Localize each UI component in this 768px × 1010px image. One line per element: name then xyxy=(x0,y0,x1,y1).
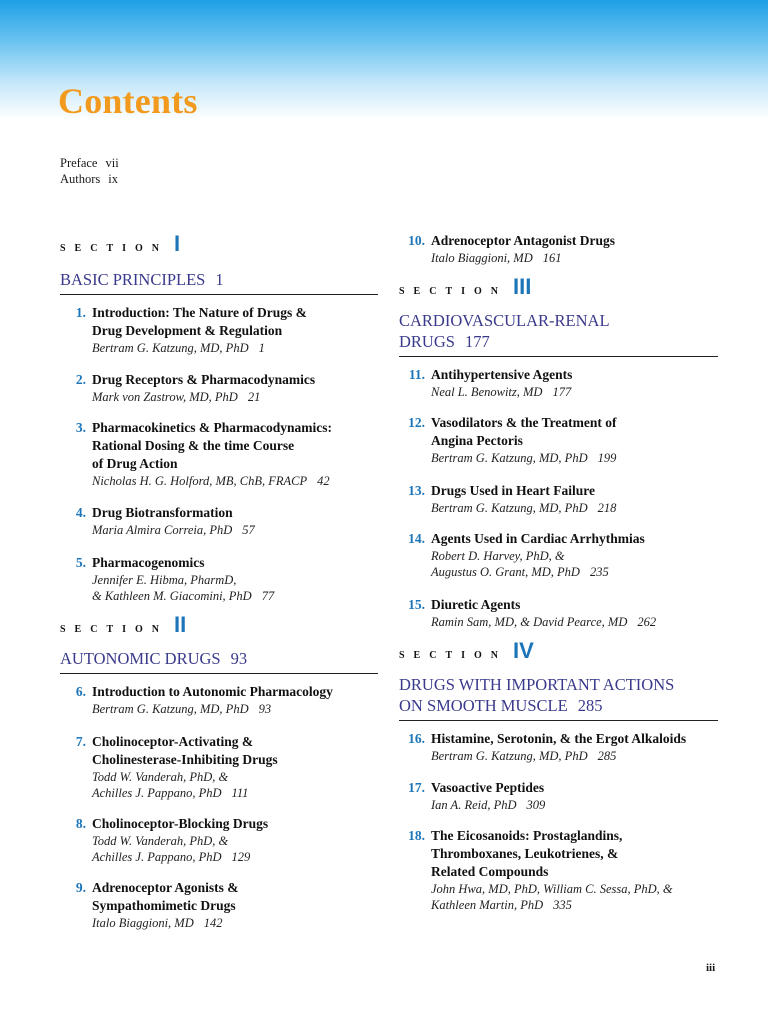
section-page: 1 xyxy=(215,270,224,289)
chapter-number: 17. xyxy=(408,780,425,795)
chapter-page: 1 xyxy=(258,341,265,355)
section-word: SECTION xyxy=(60,624,169,635)
chapter-title: Drug Biotransformation xyxy=(92,505,233,520)
chapter-page: 309 xyxy=(526,798,546,812)
section-4-label xyxy=(399,638,718,662)
chapter-page: 142 xyxy=(203,916,223,930)
front-matter xyxy=(60,155,119,187)
chapter-author: John Hwa, MD, PhD, William C. Sessa, PhD, & xyxy=(431,882,673,896)
front-matter-preface[interactable] xyxy=(60,155,119,171)
chapter-page: 199 xyxy=(597,451,617,465)
section-2-label xyxy=(60,612,378,636)
chapter-number: 4. xyxy=(75,505,86,520)
chapter-page: 111 xyxy=(231,786,249,800)
chapter-author: Mark von Zastrow, MD, PhD xyxy=(92,390,238,404)
chapter-page: 235 xyxy=(589,565,609,579)
section-title-text: DRUGS WITH IMPORTANT ACTIONS xyxy=(399,675,675,694)
chapter-page: 93 xyxy=(258,702,272,716)
section-4-title[interactable] xyxy=(399,674,718,721)
chapter-author: Robert D. Harvey, PhD, & xyxy=(431,549,565,563)
chapter-number: 14. xyxy=(408,531,425,546)
front-matter-page: vii xyxy=(105,156,119,170)
chapter-title: Vasodilators & the Treatment of xyxy=(431,415,617,430)
chapter-title: Drug Development & Regulation xyxy=(92,323,283,338)
section-word: SECTION xyxy=(399,286,508,297)
chapter-13[interactable] xyxy=(399,482,718,516)
chapter-author: Augustus O. Grant, MD, PhD xyxy=(431,565,580,579)
chapter-18[interactable] xyxy=(399,827,718,913)
chapter-3[interactable] xyxy=(60,419,378,489)
chapter-title: Adrenoceptor Agonists & xyxy=(92,880,239,895)
chapter-15[interactable] xyxy=(399,596,718,630)
chapter-page: 285 xyxy=(597,749,617,763)
chapter-9[interactable] xyxy=(60,879,378,931)
chapter-number: 18. xyxy=(408,828,425,843)
chapter-14[interactable] xyxy=(399,530,718,580)
section-numeral: II xyxy=(174,612,187,637)
chapter-author: Ian A. Reid, PhD xyxy=(431,798,517,812)
chapter-author: Achilles J. Pappano, PhD xyxy=(92,786,222,800)
chapter-title: Rational Dosing & the time Course xyxy=(92,438,295,453)
chapter-number: 16. xyxy=(408,731,425,746)
chapter-author: Todd W. Vanderah, PhD, & xyxy=(92,834,229,848)
section-title-text: CARDIOVASCULAR-RENAL xyxy=(399,311,610,330)
section-numeral: IV xyxy=(513,638,534,663)
chapter-16[interactable] xyxy=(399,730,718,764)
section-page: 177 xyxy=(464,332,490,351)
section-title-text: DRUGS xyxy=(399,332,455,351)
chapter-title: Antihypertensive Agents xyxy=(431,367,573,382)
chapter-page: 161 xyxy=(542,251,562,265)
chapter-7[interactable] xyxy=(60,733,378,801)
chapter-title: Drug Receptors & Pharmacodynamics xyxy=(92,372,316,387)
chapter-author: Maria Almira Correia, PhD xyxy=(92,523,233,537)
chapter-number: 5. xyxy=(75,555,86,570)
chapter-title: Agents Used in Cardiac Arrhythmias xyxy=(431,531,645,546)
chapter-author: Ramin Sam, MD, & David Pearce, MD xyxy=(431,615,628,629)
chapter-title: Histamine, Serotonin, & the Ergot Alkaloids xyxy=(431,731,687,746)
chapter-number: 15. xyxy=(408,597,425,612)
section-word: SECTION xyxy=(60,243,169,254)
chapter-author: Bertram G. Katzung, MD, PhD xyxy=(431,501,588,515)
chapter-number: 9. xyxy=(75,880,86,895)
chapter-title: Cholinoceptor-Activating & xyxy=(92,734,254,749)
chapter-page: 42 xyxy=(317,474,330,488)
chapter-page: 129 xyxy=(231,850,251,864)
chapter-number: 10. xyxy=(408,233,425,248)
chapter-page: 335 xyxy=(553,898,572,912)
chapter-page: 262 xyxy=(637,615,657,629)
section-title-text: BASIC PRINCIPLES xyxy=(60,270,206,289)
chapter-author: Nicholas H. G. Holford, MB, ChB, FRACP xyxy=(92,474,308,488)
section-3-label xyxy=(399,274,718,298)
section-2-title[interactable] xyxy=(60,648,378,674)
chapter-author: Bertram G. Katzung, MD, PhD xyxy=(92,702,249,716)
chapter-title: Related Compounds xyxy=(431,864,549,879)
chapter-17[interactable] xyxy=(399,779,718,813)
chapter-title: Pharmacogenomics xyxy=(92,555,205,570)
chapter-title: Thromboxanes, Leukotrienes, & xyxy=(431,846,619,861)
chapter-title: Diuretic Agents xyxy=(431,597,521,612)
chapter-title: Cholinesterase-Inhibiting Drugs xyxy=(92,752,278,767)
chapter-title: Cholinoceptor-Blocking Drugs xyxy=(92,816,269,831)
front-matter-authors[interactable] xyxy=(60,171,119,187)
front-matter-label: Preface xyxy=(60,156,98,170)
section-numeral: I xyxy=(174,231,181,256)
chapter-author: Kathleen Martin, PhD xyxy=(431,898,544,912)
chapter-number: 11. xyxy=(408,367,425,382)
chapter-author: Todd W. Vanderah, PhD, & xyxy=(92,770,229,784)
section-1-label xyxy=(60,231,378,255)
page-number: iii xyxy=(706,962,716,974)
chapter-1[interactable] xyxy=(60,304,378,356)
chapter-title: Introduction: The Nature of Drugs & xyxy=(92,305,307,320)
chapter-4[interactable] xyxy=(60,504,378,538)
chapter-author: & Kathleen M. Giacomini, PhD xyxy=(92,589,252,603)
section-title-text: ON SMOOTH MUSCLE xyxy=(399,696,568,715)
chapter-number: 13. xyxy=(408,483,425,498)
chapter-11[interactable] xyxy=(399,366,718,400)
chapter-number: 2. xyxy=(75,372,86,387)
chapter-8[interactable] xyxy=(60,815,378,865)
chapter-author: Bertram G. Katzung, MD, PhD xyxy=(431,749,588,763)
chapter-author: Jennifer E. Hibma, PharmD, xyxy=(92,573,237,587)
chapter-number: 7. xyxy=(75,734,86,749)
chapter-author: Bertram G. Katzung, MD, PhD xyxy=(92,341,249,355)
section-page: 93 xyxy=(230,649,248,668)
section-page: 285 xyxy=(577,696,603,715)
chapter-title: Pharmacokinetics & Pharmacodynamics: xyxy=(92,420,332,435)
chapter-author: Bertram G. Katzung, MD, PhD xyxy=(431,451,588,465)
chapter-page: 218 xyxy=(597,501,617,515)
chapter-author: Neal L. Benowitz, MD xyxy=(431,385,543,399)
chapter-number: 8. xyxy=(75,816,86,831)
page-title: Contents xyxy=(58,81,198,121)
chapter-page: 77 xyxy=(261,589,275,603)
chapter-title: Sympathomimetic Drugs xyxy=(92,898,236,913)
chapter-number: 12. xyxy=(408,415,425,430)
section-1-title[interactable] xyxy=(60,269,378,295)
front-matter-label: Authors xyxy=(60,172,101,186)
chapter-title: Vasoactive Peptides xyxy=(431,780,545,795)
chapter-author: Italo Biaggioni, MD xyxy=(92,916,194,930)
chapter-title: The Eicosanoids: Prostaglandins, xyxy=(431,828,623,843)
chapter-title: Drugs Used in Heart Failure xyxy=(431,483,595,498)
section-word: SECTION xyxy=(399,650,508,661)
front-matter-page: ix xyxy=(108,172,119,186)
chapter-6[interactable] xyxy=(60,683,378,717)
chapter-title: Introduction to Autonomic Pharmacology xyxy=(92,684,333,699)
chapter-number: 3. xyxy=(75,420,86,435)
chapter-title: Angina Pectoris xyxy=(431,433,523,448)
chapter-title: of Drug Action xyxy=(92,456,178,471)
chapter-number: 1. xyxy=(75,305,86,320)
chapter-page: 177 xyxy=(552,385,572,399)
section-3-title[interactable] xyxy=(399,310,718,357)
chapter-number: 6. xyxy=(75,684,86,699)
chapter-author: Achilles J. Pappano, PhD xyxy=(92,850,222,864)
section-numeral: III xyxy=(513,274,532,299)
chapter-page: 21 xyxy=(247,390,261,404)
chapter-page: 57 xyxy=(242,523,255,537)
section-title-text: AUTONOMIC DRUGS xyxy=(60,649,221,668)
chapter-author: Italo Biaggioni, MD xyxy=(431,251,533,265)
chapter-12[interactable] xyxy=(399,414,718,466)
chapter-title: Adrenoceptor Antagonist Drugs xyxy=(431,233,616,248)
chapter-5[interactable] xyxy=(60,554,378,604)
chapter-2[interactable] xyxy=(60,371,378,405)
chapter-10[interactable] xyxy=(399,232,718,266)
